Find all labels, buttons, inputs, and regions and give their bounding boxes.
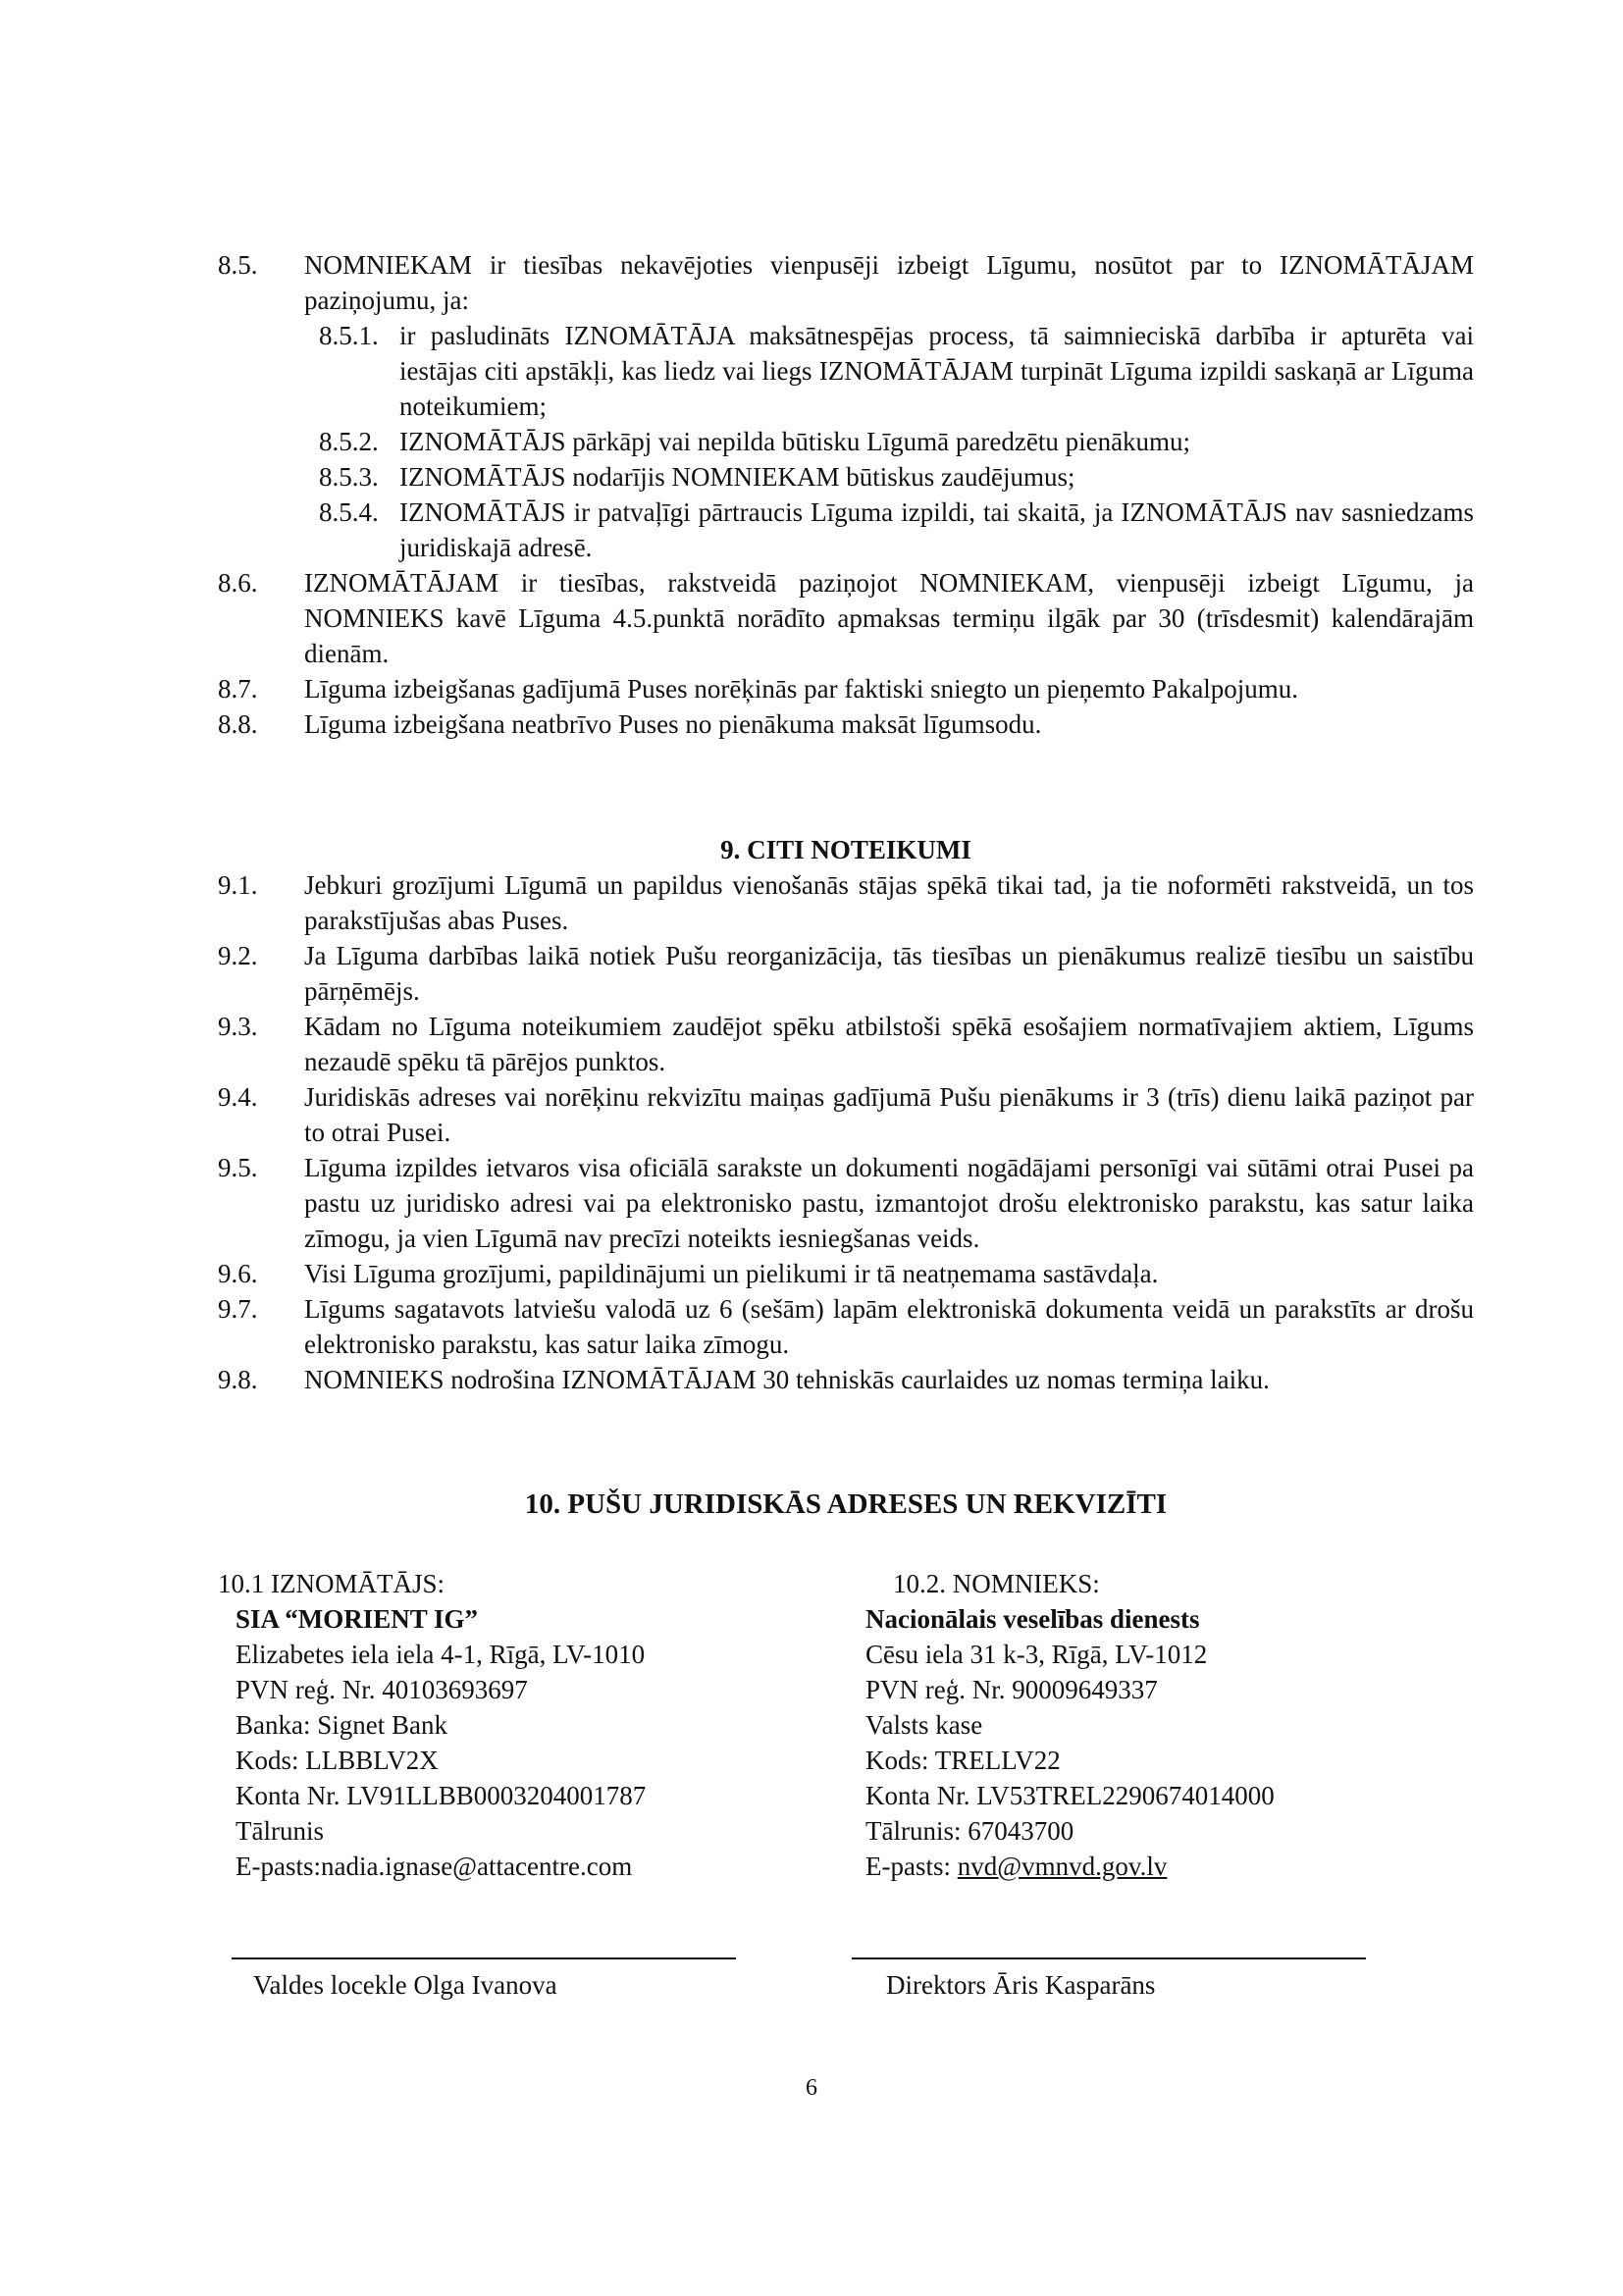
clause-number: 9.5.	[218, 1153, 258, 1182]
clause-8-6	[218, 565, 1474, 671]
clause-8-5-4	[319, 495, 1474, 565]
clause-8-5-2	[319, 424, 1474, 459]
clause-number: 9.1.	[218, 870, 258, 900]
lessor-bank: Banka: Signet Bank	[236, 1710, 447, 1740]
lessee-code: Kods: TRELLV22	[865, 1746, 1061, 1775]
clause-number: 9.7.	[218, 1294, 258, 1324]
clause-8-5-3	[319, 459, 1474, 495]
section-9-heading: 9. CITI NOTEIKUMI	[720, 835, 971, 864]
clause-8-5-1	[319, 318, 1474, 424]
lessor-phone: Tālrunis	[236, 1816, 324, 1846]
lessee-email-link[interactable]: nvd@vmnvd.gov.lv	[957, 1852, 1168, 1881]
clause-text: Juridiskās adreses vai norēķinu rekvizītu maiņas gadījumā Pušu pienākums ir 3 (trīs) dienu laikā paziņot par to otrai Pusei.	[304, 1082, 1474, 1147]
clause-number: 8.7.	[218, 674, 258, 704]
clause-number: 8.5.4.	[319, 497, 379, 527]
lessor-account: Konta Nr. LV91LLBB0003204001787	[236, 1781, 647, 1810]
lessee-signature-line	[852, 1957, 1366, 1959]
clause-text: IZNOMĀTĀJAM ir tiesības, rakstveidā paziņojot NOMNIEKAM, vienpusēji izbeigt Līgumu, ja NOMNIEKS kavē Līguma 4.5.punktā norādīto apmaksas termiņu ilgāk par 30 (trīsdesmit) kalendārajām dienām.	[304, 568, 1474, 668]
lessor-vat: PVN reģ. Nr. 40103693697	[236, 1675, 528, 1704]
clause-text: IZNOMĀTĀJS nodarījis NOMNIEKAM būtiskus zaudējumus;	[399, 462, 1075, 492]
clause-8-8	[218, 706, 1474, 742]
section-10-heading: 10. PUŠU JURIDISKĀS ADRESES UN REKVIZĪTI	[524, 1488, 1168, 1520]
clause-9-6	[218, 1256, 1474, 1291]
page-number: 6	[806, 2075, 817, 2101]
clause-text: Līgums sagatavots latviešu valodā uz 6 (sešām) lapām elektroniskā dokumenta veidā un parakstīts ar drošu elektronisko parakstu, kas satur laika zīmogu.	[304, 1294, 1474, 1359]
clause-8-7	[218, 671, 1474, 706]
section-9	[218, 867, 1474, 1397]
lessee-email-row	[865, 1849, 1275, 1884]
clause-9-5	[218, 1150, 1474, 1256]
clause-text: IZNOMĀTĀJS ir patvaļīgi pārtraucis Līguma izpildi, tai skaitā, ja IZNOMĀTĀJS nav sasniedzams juridiskajā adresē.	[399, 497, 1474, 562]
clause-text: IZNOMĀTĀJS pārkāpj vai nepilda būtisku Līgumā paredzētu pienākumu;	[399, 427, 1191, 456]
clause-number: 8.6.	[218, 568, 258, 598]
lessee-phone: Tālrunis: 67043700	[865, 1816, 1074, 1846]
clause-number: 9.8.	[218, 1365, 258, 1394]
clause-number: 9.2.	[218, 941, 258, 970]
lessor-code: Kods: LLBBLV2X	[236, 1746, 439, 1775]
lessee-email-label: E-pasts:	[865, 1852, 958, 1881]
lessee-address: Cēsu iela 31 k-3, Rīgā, LV-1012	[865, 1640, 1208, 1669]
clause-text: Līguma izpildes ietvaros visa oficiālā sarakste un dokumenti nogādājami personīgi vai sūtāmi otrai Pusei pa pastu uz juridisko adresi vai pa elektronisko pastu, izmantojot drošu elektronisko parakstu, kas satur laika zīmogu, ja vien Līgumā nav precīzi noteikts iesniegšanas veids.	[304, 1153, 1474, 1253]
clause-9-2	[218, 938, 1474, 1009]
clause-text: Līguma izbeigšanas gadījumā Puses norēķinās par faktiski sniegto un pieņemto Pakalpojumu.	[304, 674, 1299, 704]
clause-number: 9.4.	[218, 1082, 258, 1112]
lessor-details	[218, 1566, 646, 1884]
lessor-signature-line	[232, 1957, 736, 1959]
clause-number: 8.5.2.	[319, 427, 379, 456]
clause-number: 8.8.	[218, 709, 258, 739]
clause-9-8	[218, 1362, 1474, 1397]
lessor-label: 10.1 IZNOMĀTĀJS:	[218, 1569, 445, 1598]
lessee-label: 10.2. NOMNIEKS:	[893, 1569, 1100, 1598]
clause-9-4	[218, 1079, 1474, 1150]
lessee-account: Konta Nr. LV53TREL2290674014000	[865, 1781, 1275, 1810]
clause-9-1	[218, 867, 1474, 938]
clause-text: Visi Līguma grozījumi, papildinājumi un pielikumi ir tā neatņemama sastāvdaļa.	[304, 1259, 1159, 1288]
lessor-email: E-pasts:nadia.ignase@attacentre.com	[236, 1852, 633, 1881]
lessee-bank: Valsts kase	[865, 1710, 983, 1740]
clause-text: NOMNIEKAM ir tiesības nekavējoties vienpusēji izbeigt Līgumu, nosūtot par to IZNOMĀTĀJAM paziņojumu, ja:	[304, 250, 1474, 315]
clause-number: 9.6.	[218, 1259, 258, 1288]
clause-text: Kādam no Līguma noteikumiem zaudējot spēku atbilstoši spēkā esošajiem normatīvajiem aktiem, Līgums nezaudē spēku tā pārējos punktos.	[304, 1012, 1474, 1076]
section-8	[218, 247, 1474, 742]
lessee-details	[865, 1566, 1275, 1884]
clause-9-7	[218, 1291, 1474, 1362]
clause-text: ir pasludināts IZNOMĀTĀJA maksātnespējas process, tā saimnieciskā darbība ir apturēta vai iestājas citi apstākļi, kas liedz vai liegs IZNOMĀTĀJAM turpināt Līguma izpildi saskaņā ar Līguma noteikumiem;	[399, 321, 1474, 421]
clause-number: 8.5.3.	[319, 462, 379, 492]
lessee-vat: PVN reģ. Nr. 90009649337	[865, 1675, 1158, 1704]
lessor-address: Elizabetes iela iela 4-1, Rīgā, LV-1010	[236, 1640, 646, 1669]
clause-text: Ja Līguma darbības laikā notiek Pušu reorganizācija, tās tiesības un pienākumus realizē tiesību un saistību pārņēmējs.	[304, 941, 1474, 1006]
clause-8-5	[218, 247, 1474, 318]
lessor-name: SIA “MORIENT IG”	[236, 1604, 479, 1634]
clause-number: 8.5.	[218, 250, 258, 280]
clause-9-3	[218, 1009, 1474, 1079]
lessor-signatory: Valdes locekle Olga Ivanova	[253, 1970, 557, 2000]
clause-number: 9.3.	[218, 1012, 258, 1041]
clause-number: 8.5.1.	[319, 321, 379, 350]
lessee-name: Nacionālais veselības dienests	[865, 1604, 1200, 1634]
lessee-signatory: Direktors Āris Kasparāns	[886, 1970, 1156, 2000]
clause-text: Līguma izbeigšana neatbrīvo Puses no pienākuma maksāt līgumsodu.	[304, 709, 1042, 739]
clause-text: NOMNIEKS nodrošina IZNOMĀTĀJAM 30 tehniskās caurlaides uz nomas termiņa laiku.	[304, 1365, 1270, 1394]
clause-text: Jebkuri grozījumi Līgumā un papildus vienošanās stājas spēkā tikai tad, ja tie noformēti rakstveidā, un tos parakstījušas abas Puses.	[304, 870, 1474, 935]
